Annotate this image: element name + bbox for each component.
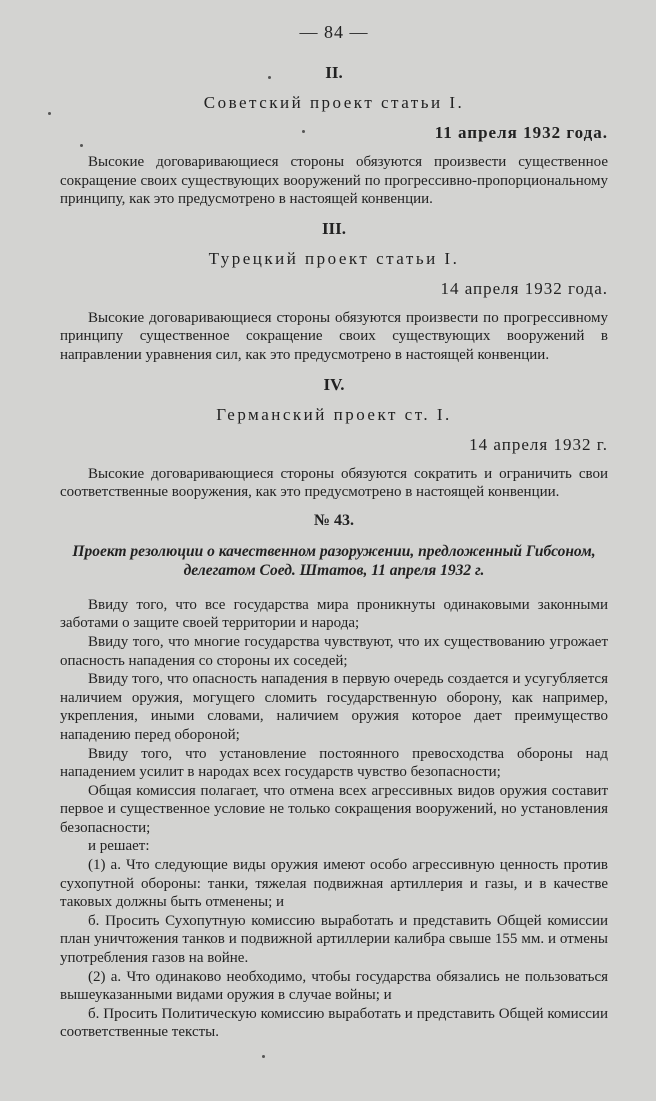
body-paragraph: (1) а. Что следующие виды оружия имеют особо агрессивную ценность против сухопутной обороны: танки, тяжелая подвижная артиллерия и газы, и в качестве таковых должны быть отменены; и (60, 857, 608, 911)
section-numeral: III. (321, 218, 347, 238)
section-2 (60, 63, 608, 209)
section-4 (60, 375, 608, 502)
section-text: Высокие договаривающиеся стороны обязуются произвести существенное сокращение своих существующих вооружений по прогрессивно-пропорциональному принципу, как это предусмотрено в настоящей конвенции. (60, 154, 608, 208)
section-heading: Турецкий проект статьи I. (208, 248, 460, 268)
body-paragraph: Общая комиссия полагает, что отмена всех агрессивных видов оружия составит первое и существенное условие не только сокращения вооружений, но установления безопасности; (60, 782, 608, 836)
section-heading: Германский проект ст. I. (216, 404, 452, 424)
body-paragraph: Ввиду того, что установление постоянного превосходства обороны над нападением усилит в народах всех государств чувство безопасности; (60, 745, 608, 781)
print-speck (80, 144, 83, 147)
body-paragraph: Ввиду того, что многие государства чувствуют, что их существованию угрожает опасность нападения со стороны их соседей; (60, 633, 608, 669)
body-paragraph: Ввиду того, что опасность нападения в первую очередь создается и усугубляется наличием оружия, могущего сломить государственную оборону, как например, укрепления, иными словами, наличием оружия которое дает преимущество нападению перед обороной; (60, 671, 608, 743)
section-3 (60, 219, 608, 365)
section-heading: Советский проект статьи I. (203, 93, 465, 112)
section-text: Высокие договаривающиеся стороны обязуются сократить и ограничить свои соответственные вооружения, как это предусмотрено в настоящей конвенции. (60, 465, 608, 501)
body-paragraph: и решает: (88, 838, 150, 855)
print-speck (268, 76, 271, 79)
body-paragraph: б. Просить Сухопутную комиссию выработать и представить Общей комиссии план уничтожения танков и подвижной артиллерии калибра свыше 155 мм. и отмены употребления газов на войне. (60, 912, 608, 967)
print-speck (302, 130, 305, 133)
page-number: — 84 — (299, 22, 369, 42)
document-body (60, 596, 608, 1042)
document-title: Проект резолюции о качественном разоружении, предложенный Гибсоном, делегатом Соед. Штатов, 11 апреля 1932 г. (72, 542, 596, 579)
section-numeral: II. (325, 63, 343, 82)
section-numeral: IV. (323, 374, 345, 394)
body-paragraph: Ввиду того, что все государства мира проникнуты одинаковыми законными заботами о защите своей территории и народа; (60, 596, 608, 632)
section-date: 14 апреля 1932 года. (440, 278, 608, 298)
print-speck (262, 1055, 265, 1058)
body-paragraph: (2) а. Что одинаково необходимо, чтобы государства обязались не пользоваться вышеуказанными видами оружия в случае войны; и (60, 968, 608, 1004)
document-number: № 43. (313, 511, 355, 529)
body-paragraph: б. Просить Политическую комиссию выработать и представить Общей комиссии соответственные тексты. (60, 1005, 608, 1041)
section-text: Высокие договаривающиеся стороны обязуются произвести по прогрессивному принципу существенное сокращение своих существующих вооружений в направлении уравнения сил, как это предусмотрено в настоящей конвенции. (60, 309, 608, 363)
section-date: 11 апреля 1932 года. (434, 123, 608, 142)
print-speck (48, 112, 51, 115)
section-date: 14 апреля 1932 г. (469, 434, 608, 454)
